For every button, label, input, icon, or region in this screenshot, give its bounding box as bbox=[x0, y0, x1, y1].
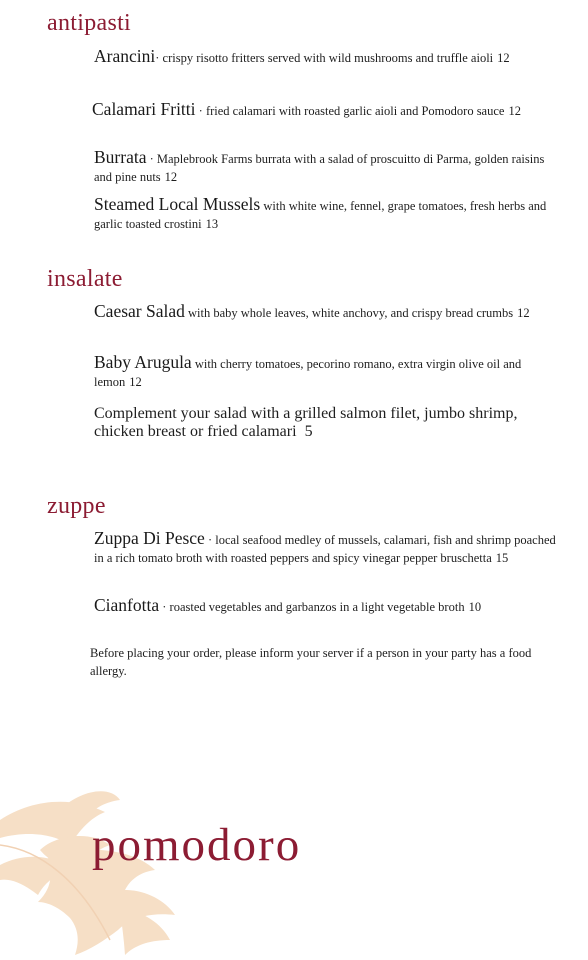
item-price: 13 bbox=[205, 217, 219, 231]
item-description: with baby whole leaves, white anchovy, and crispy bread crumbs bbox=[184, 306, 514, 320]
menu-item-burrata bbox=[94, 148, 564, 186]
item-description: · fried calamari with roasted garlic aioli and Pomodoro sauce bbox=[195, 104, 505, 118]
brand-logo: pomodoro bbox=[92, 819, 302, 871]
item-description: · Maplebrook Farms burrata with a salad of proscuitto di Parma, golden raisins and pine nuts bbox=[94, 152, 545, 184]
item-description: · roasted vegetables and garbanzos in a light vegetable broth bbox=[159, 600, 465, 614]
item-price: 12 bbox=[508, 104, 521, 118]
allergy-notice: Before placing your order, please inform your server if a person in your party has a food allergy. bbox=[90, 646, 532, 678]
item-description: · local seafood medley of mussels, calamari, fish and shrimp poached in a rich tomato broth with roasted peppers and spicy vinegar pepper bruschetta bbox=[94, 533, 556, 565]
item-name: Arancini bbox=[94, 46, 156, 66]
section-title-antipasti: antipasti bbox=[47, 10, 132, 36]
item-price: 12 bbox=[517, 306, 530, 320]
menu-item-caesar-salad bbox=[94, 302, 564, 322]
menu-item-steamed-local-mussels bbox=[94, 195, 564, 233]
item-description: · crispy risotto fritters served with wild mushrooms and truffle aioli bbox=[155, 51, 494, 65]
menu-item-cianfotta bbox=[94, 596, 584, 616]
item-price: 15 bbox=[495, 551, 509, 565]
item-price: 5 bbox=[304, 423, 313, 440]
item-name: Baby Arugula bbox=[94, 352, 192, 372]
item-name: Caesar Salad bbox=[94, 301, 185, 321]
item-name: Burrata bbox=[94, 147, 147, 167]
item-description: with cherry tomatoes, pecorino romano, extra virgin olive oil and lemon bbox=[94, 357, 522, 389]
item-description: with white wine, fennel, grape tomatoes, fresh herbs and garlic toasted crostini bbox=[94, 199, 547, 231]
menu-item-calamari-fritti bbox=[92, 100, 562, 120]
menu-item-baby-arugula bbox=[94, 353, 564, 391]
section-title-zuppe: zuppe bbox=[47, 493, 106, 519]
salad-add-on-note bbox=[94, 405, 554, 441]
item-name: Calamari Fritti bbox=[92, 99, 196, 119]
item-price: 10 bbox=[468, 600, 482, 614]
menu-item-zuppa-di-pesce bbox=[94, 529, 564, 567]
item-price: 12 bbox=[497, 51, 510, 65]
add-on-text: Complement your salad with a grilled salmon filet, jumbo shrimp, chicken breast or fried calamari bbox=[94, 405, 518, 440]
section-title-insalate: insalate bbox=[47, 266, 123, 292]
item-name: Zuppa Di Pesce bbox=[94, 528, 205, 548]
item-price: 12 bbox=[129, 375, 142, 389]
item-price: 12 bbox=[164, 170, 178, 184]
item-name: Steamed Local Mussels bbox=[94, 194, 261, 214]
item-name: Cianfotta bbox=[94, 595, 160, 615]
menu-item-arancini bbox=[94, 47, 564, 67]
